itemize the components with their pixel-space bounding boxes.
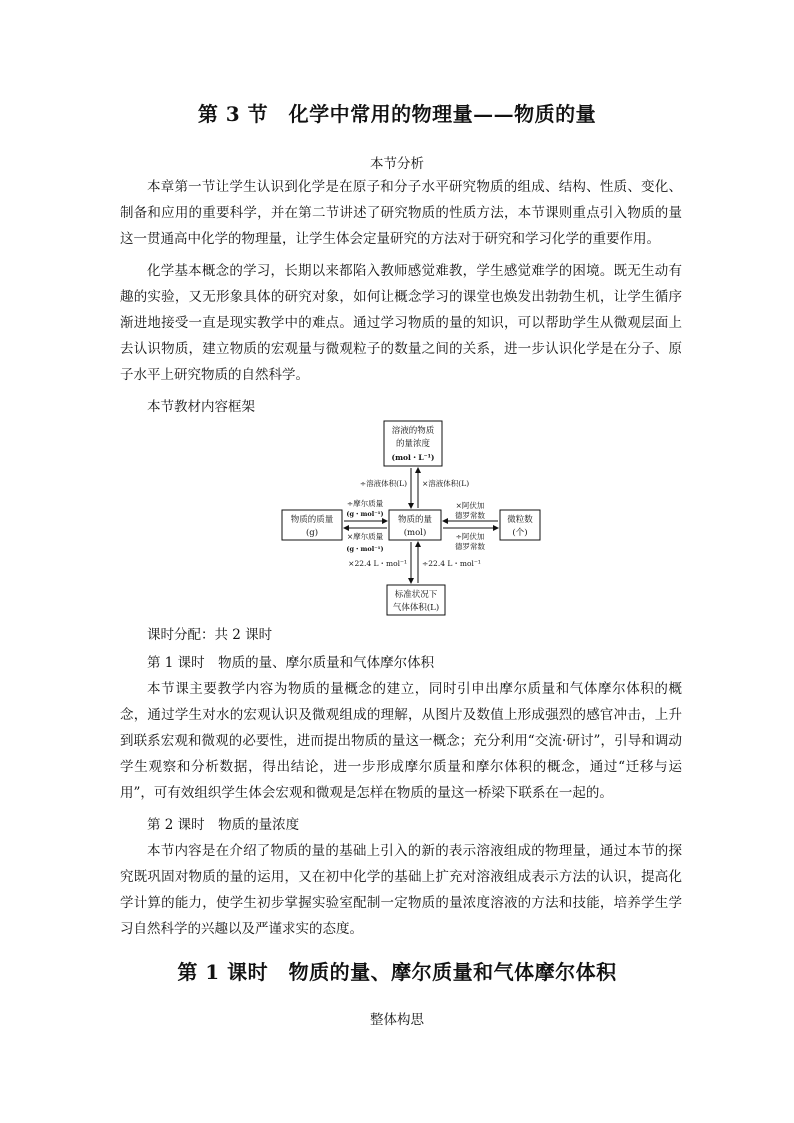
paragraph-intro: 本章第一节让学生认识到化学是在原子和分子水平研究物质的组成、结构、性质、变化、制备和应用的重要科学，并在第二节讲述了研究物质的性质方法，本节课则重点引入物质的量这一贯通高中化学的物理量，让学生体会定量研究的方法对于研究和学习化学的重要作用。 <box>120 179 682 247</box>
box-left-line-2: (g) <box>305 528 319 538</box>
label-divide-molar-volume: ÷22.4 L・mol⁻¹ <box>422 559 481 568</box>
box-bottom-line-2: 气体体积(L) <box>392 603 440 613</box>
label-multiply-molar-mass-1: ×摩尔质量 <box>346 532 384 541</box>
box-center-line-2: (mol) <box>403 528 427 538</box>
label-multiply-molar-mass-2: (g・mol⁻¹) <box>346 545 384 553</box>
label-divide-molar-mass-1: ÷摩尔质量 <box>346 499 384 508</box>
box-left-line-1: 物质的质量 <box>290 515 334 525</box>
label-divide-avogadro-2: 德罗常数 <box>455 542 485 551</box>
paragraph-lesson-2: 本节内容是在介绍了物质的量的基础上引入的新的表示溶液组成的物理量，通过本节的探究既巩固对物质的量的运用，又在初中化学的基础上扩充对溶液组成表示方法的认识，提高化学计算的能力，使学生初步掌握实验室配制一定物质的量浓度溶液的方法和技能，培养学生学习自然科学的兴趣以及严谨求实的态度。 <box>120 843 682 937</box>
section-title: 第 3 节 化学中常用的物理量——物质的量 <box>197 102 597 126</box>
paragraph-concepts: 化学基本概念的学习，长期以来都陷入教师感觉难教，学生感觉难学的困境。既无生动有趣的实验，又无形象具体的研究对象，如何让概念学习的课堂也焕发出勃勃生机，让学生循序渐进地接受一直是现实教学中的难点。通过学习物质的量的知识，可以帮助学生从微观层面上去认识物质，建立物质的宏观量与微观粒子的数量之间的关系，进一步认识化学是在分子、原子水平上研究物质的自然科学。 <box>120 263 682 383</box>
lesson-2-heading: 第 2 课时 物质的量浓度 <box>147 817 300 833</box>
label-divide-solution-volume: ÷溶液体积(L) <box>359 479 407 488</box>
box-bottom-line-1: 标准状况下 <box>394 590 438 600</box>
analysis-heading: 本节分析 <box>370 156 424 172</box>
box-right-line-1: 微粒数 <box>507 515 533 525</box>
paragraph-lesson-1: 本节课主要教学内容为物质的量概念的建立，同时引申出摩尔质量和气体摩尔体积的概念，通过学生对水的宏观认识及微观组成的理解，从图片及数值上形成强烈的感官冲击，上升到联系宏观和微观的必要性，进而提出物质的量这一概念；充分利用“交流·研讨”，引导和调动学生观察和分析数据，得出结论，进一步形成摩尔质量和摩尔体积的概念，通过“迁移与运用”，可有效组织学生体会宏观和微观是怎样在物质的量这一桥梁下联系在一起的。 <box>120 681 682 801</box>
lesson-1-heading: 第 1 课时 物质的量、摩尔质量和气体摩尔体积 <box>147 655 435 671</box>
box-right-line-2: (个) <box>512 528 528 538</box>
label-multiply-avogadro-1: ×阿伏加 <box>455 501 485 510</box>
label-divide-molar-mass-2: (g・mol⁻¹) <box>346 510 384 518</box>
box-top-line-1: 溶液的物质 <box>391 426 435 436</box>
label-multiply-molar-volume: ×22.4 L・mol⁻¹ <box>348 559 407 568</box>
period-allocation: 课时分配：共 2 课时 <box>147 627 273 643</box>
box-center-line-1: 物质的量 <box>397 515 433 525</box>
label-multiply-solution-volume: ×溶液体积(L) <box>422 479 470 488</box>
overall-heading: 整体构思 <box>370 1012 424 1028</box>
label-multiply-avogadro-2: 德罗常数 <box>455 511 485 520</box>
framework-label: 本节教材内容框架 <box>147 399 255 415</box>
label-divide-avogadro-1: ÷阿伏加 <box>455 532 485 541</box>
content-framework-diagram <box>270 418 555 618</box>
box-top-line-3: (mol・L⁻¹) <box>391 453 435 462</box>
box-top-line-2: 的量浓度 <box>395 439 431 449</box>
lesson-1-title: 第 1 课时 物质的量、摩尔质量和气体摩尔体积 <box>177 960 617 984</box>
